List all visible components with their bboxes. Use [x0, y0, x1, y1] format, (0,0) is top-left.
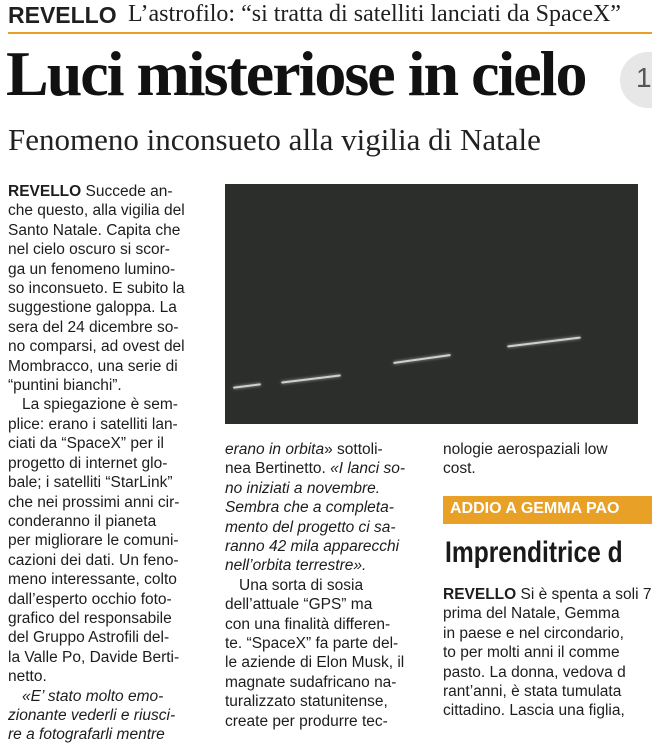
text-line: Mombracco, una serie di — [8, 357, 178, 375]
text-line: create per produrre tec- — [225, 712, 388, 730]
text-line: netto. — [8, 668, 47, 686]
text-line: Santo Natale. Capita che — [8, 221, 181, 239]
text-line: sera del 24 dicembre so- — [8, 318, 179, 336]
text-line: le aziende di Elon Musk, il — [225, 654, 405, 672]
text-line: «E’ stato molto emo- — [22, 687, 164, 705]
headline: Luci misteriose in cielo — [6, 38, 586, 109]
text-line: plice: erano i satelliti lan- — [8, 415, 178, 433]
text-line: che nei prossimi anni cir- — [8, 493, 180, 511]
text-line: conderanno il pianeta — [8, 512, 157, 530]
text-line: nell’orbita terrestre». — [225, 557, 367, 575]
article-photo-satellite-streaks — [225, 184, 638, 424]
sidebar-story-dateline: REVELLO — [443, 586, 517, 603]
paragraph-spacex — [225, 576, 421, 731]
text-line: prima del Natale, Gemma — [443, 605, 620, 623]
text-line: te. “SpaceX” fa parte del- — [225, 635, 399, 653]
edge-badge — [620, 52, 652, 108]
text-line: La spiegazione è sem- — [22, 396, 178, 414]
text-line: no iniziati a novembre. — [225, 479, 381, 497]
text-line: zionante vederli e riusci- — [8, 706, 176, 724]
edge-badge-glyph: 1 — [636, 62, 652, 93]
article-column-2 — [225, 440, 421, 731]
subheadline: Fenomeno inconsueto alla vigilia di Natale — [8, 122, 541, 157]
text-line: “puntini bianchi”. — [8, 377, 122, 395]
kicker-location: REVELLO — [8, 2, 117, 28]
text-line: nea Bertinetto. «I lanci so- — [225, 460, 406, 478]
text-line: progetto di internet glo- — [8, 454, 168, 472]
text-line: Sembra che a completa- — [225, 499, 394, 517]
text-line: cost. — [443, 460, 476, 478]
text-line: nologie aerospaziali low — [443, 441, 608, 458]
kicker-text: L’astrofilo: “si tratta di satelliti lanciati da SpaceX” — [128, 1, 621, 27]
text-line: no comparsi, ad ovest del — [8, 338, 185, 356]
text-line: dall’esperto occhio foto- — [8, 590, 172, 608]
text-line: cazioni dei dati. Un feno- — [8, 551, 179, 569]
paragraph-1-line-0: REVELLO Succede an- — [8, 183, 173, 200]
text-line: pasto. La donna, vedova d — [443, 663, 626, 681]
text-line: to per molti anni il comme — [443, 644, 620, 662]
text-line: ga un fenomeno lumino- — [8, 260, 176, 278]
text-line: del Gruppo Astrofili del- — [8, 629, 170, 647]
text-line: la Valle Po, Davide Berti- — [8, 648, 180, 666]
text-line: ciati da “SpaceX” per il — [8, 435, 164, 453]
text-line: mento del progetto ci sa- — [225, 518, 396, 536]
text-line: magnate sudafricano na- — [225, 673, 397, 691]
satellite-streak — [233, 383, 261, 388]
sidebar-story-body — [443, 585, 652, 721]
text-line: per migliorare le comuni- — [8, 532, 179, 550]
satellite-streak — [393, 354, 451, 364]
article-column-3 — [443, 440, 652, 479]
text-line: cittadino. Lascia una figlia, — [443, 702, 625, 720]
text-line: grafico del responsabile — [8, 609, 172, 627]
text-line: con una finalità differen- — [225, 615, 391, 633]
text-line: in paese e nel circondario, — [443, 624, 624, 642]
article-dateline: REVELLO — [8, 183, 82, 200]
text-line: erano in orbita» sottoli- — [225, 441, 383, 458]
paragraph-2 — [8, 395, 206, 686]
text-line: REVELLO Si è spenta a soli 7 — [443, 586, 652, 603]
sidebar-story-headline: Imprenditrice d — [445, 536, 623, 569]
text-line: rant’anni, è stata tumulata — [443, 683, 622, 701]
satellite-streak — [507, 336, 581, 347]
article-column-1 — [8, 182, 206, 745]
sidebar-story-kicker — [443, 496, 652, 524]
text-line: che questo, alla vigilia del — [8, 202, 185, 220]
paragraph-1 — [8, 182, 206, 395]
paragraph-3-quote — [8, 687, 206, 745]
paragraph-quote-continued — [225, 440, 421, 576]
text-line: turalizzato statunitense, — [225, 693, 388, 711]
satellite-streak — [281, 374, 341, 383]
text-line: ranno 42 mila apparecchi — [225, 538, 400, 556]
text-line: suggestione galoppa. La — [8, 299, 177, 317]
text-line: Una sorta di sosia — [239, 576, 364, 594]
sidebar-story-kicker-text: ADDIO A GEMMA PAO — [450, 500, 620, 517]
text-line: dell’attuale “GPS” ma — [225, 596, 373, 614]
text-line: bale; i satelliti “StarLink” — [8, 474, 173, 492]
kicker-bar — [8, 0, 652, 34]
text-line: nel cielo oscuro si scor- — [8, 241, 170, 259]
text-line: so inconsueto. E subito la — [8, 280, 185, 298]
text-line: meno interessante, colto — [8, 571, 177, 589]
text-line: re a fotografarli mentre — [8, 726, 165, 744]
